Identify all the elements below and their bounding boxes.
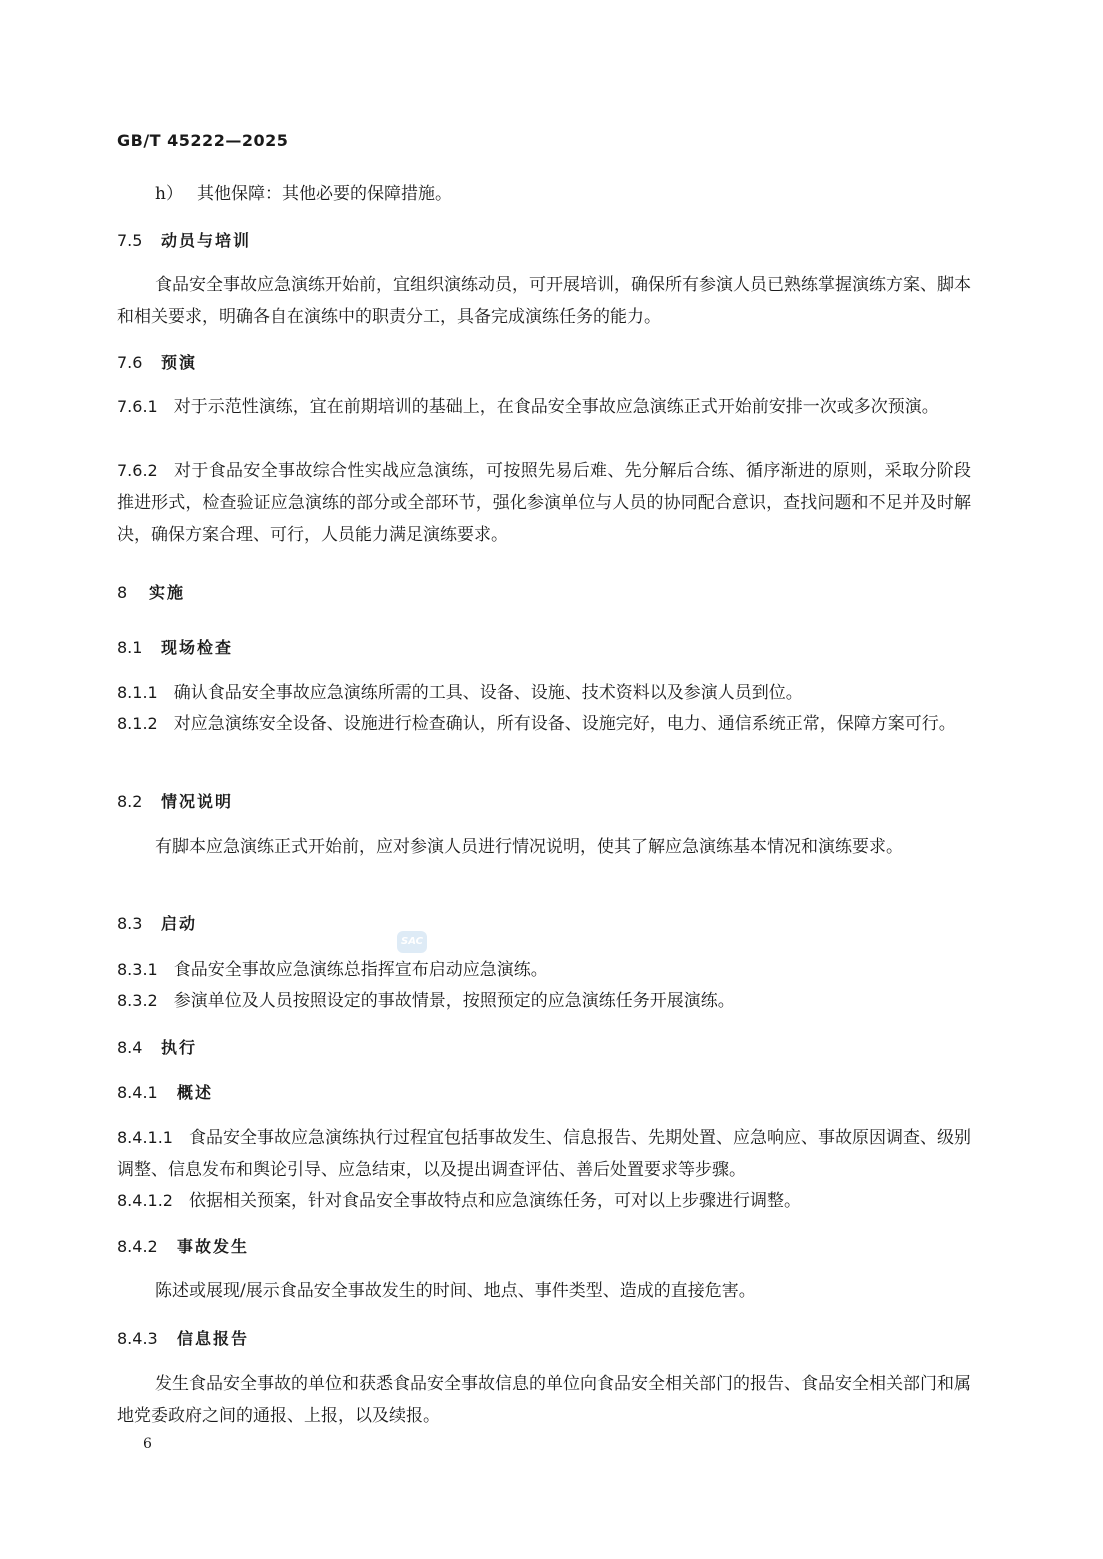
section-number: 7.6: [117, 353, 143, 372]
section-number: 8.4.3: [117, 1329, 158, 1348]
section-heading-8-2: [117, 790, 971, 814]
clause-number: 7.6.2: [117, 461, 158, 480]
section-title: 执行: [161, 1038, 198, 1057]
section-heading-7-5: [117, 229, 971, 253]
clause-number: 7.6.1: [117, 397, 158, 416]
section-number: 8.4: [117, 1038, 143, 1057]
clause-number: 8.3.2: [117, 991, 158, 1010]
clause-text: 食品安全事故应急演练执行过程宜包括事故发生、信息报告、先期处置、应急响应、事故原因调查、级别调整、信息发布和舆论引导、应急结束，以及提出调查评估、善后处置要求等步骤。: [117, 1128, 971, 1180]
clause-8-1-2: [117, 708, 971, 740]
section-number: 8.4.2: [117, 1237, 158, 1256]
section-title: 情况说明: [161, 792, 234, 811]
clause-number: 8.3.1: [117, 960, 158, 979]
section-number: 8.2: [117, 792, 143, 811]
section-heading-8-4-2: [117, 1235, 971, 1259]
clause-7-6-1: [117, 391, 971, 423]
paragraph-8-4-3: 发生食品安全事故的单位和获悉食品安全事故信息的单位向食品安全相关部门的报告、食品安全相关部门和属地党委政府之间的通报、上报，以及续报。: [117, 1374, 971, 1426]
clause-8-4-1-2: [117, 1185, 971, 1217]
clause-text: 对于示范性演练，宜在前期培训的基础上，在食品安全事故应急演练正式开始前安排一次或多次预演。: [173, 397, 939, 417]
clause-number: 8.1.1: [117, 683, 158, 702]
section-title: 动员与培训: [161, 231, 252, 250]
section-heading-8-3: [117, 912, 971, 936]
clause-text: 对应急演练安全设备、设施进行检查确认，所有设备、设施完好，电力、通信系统正常，保障方案可行。: [173, 714, 956, 734]
section-number: 8: [117, 583, 128, 602]
standard-number: GB/T 45222—2025: [117, 131, 289, 150]
section-number: 7.5: [117, 231, 143, 250]
section-title: 事故发生: [177, 1237, 250, 1256]
section-number: 8.1: [117, 638, 143, 657]
clause-7-6-2: [117, 455, 971, 551]
section-heading-8: [117, 581, 971, 605]
section-heading-8-1: [117, 636, 971, 660]
list-item-h: [117, 178, 971, 210]
section-heading-8-4-1: [117, 1081, 971, 1105]
section-title: 现场检查: [161, 638, 234, 657]
clause-text: 对于食品安全事故综合性实战应急演练，可按照先易后难、先分解后合练、循序渐进的原则，采取分阶段推进形式，检查验证应急演练的部分或全部环节，强化参演单位与人员的协同配合意识，查找问题和不足并及时解决，确保方案合理、可行，人员能力满足演练要求。: [117, 461, 971, 545]
list-label: h）: [155, 184, 183, 204]
section-title: 概述: [177, 1083, 214, 1102]
clause-number: 8.4.1.2: [117, 1191, 173, 1210]
section-heading-8-4: [117, 1036, 971, 1060]
clause-8-1-1: [117, 677, 971, 709]
section-title: 预演: [161, 353, 198, 372]
clause-8-3-1: [117, 954, 971, 986]
clause-text: 食品安全事故应急演练总指挥宣布启动应急演练。: [173, 960, 548, 980]
section-title: 实施: [149, 583, 186, 602]
section-number: 8.3: [117, 914, 143, 933]
clause-8-3-2: [117, 985, 971, 1017]
section-title: 启动: [161, 914, 198, 933]
paragraph-8-4-2: 陈述或展现/展示食品安全事故发生的时间、地点、事件类型、造成的直接危害。: [155, 1281, 756, 1301]
list-text: 其他保障：其他必要的保障措施。: [196, 184, 452, 204]
page-number: 6: [143, 1436, 152, 1452]
section-heading-8-4-3: [117, 1327, 971, 1351]
section-title: 信息报告: [177, 1329, 250, 1348]
clause-text: 依据相关预案，针对食品安全事故特点和应急演练任务，可对以上步骤进行调整。: [188, 1191, 801, 1211]
clause-text: 确认食品安全事故应急演练所需的工具、设备、设施、技术资料以及参演人员到位。: [173, 683, 803, 703]
clause-number: 8.1.2: [117, 714, 158, 733]
clause-text: 参演单位及人员按照设定的事故情景，按照预定的应急演练任务开展演练。: [173, 991, 735, 1011]
section-number: 8.4.1: [117, 1083, 158, 1102]
clause-8-4-1-1: [117, 1122, 971, 1186]
sac-watermark-logo: SAC: [397, 931, 427, 953]
clause-number: 8.4.1.1: [117, 1128, 173, 1147]
paragraph-8-2: 有脚本应急演练正式开始前，应对参演人员进行情况说明，使其了解应急演练基本情况和演练要求。: [155, 837, 903, 857]
paragraph-7-5: 食品安全事故应急演练开始前，宜组织演练动员，可开展培训，确保所有参演人员已熟练掌握演练方案、脚本和相关要求，明确各自在演练中的职责分工，具备完成演练任务的能力。: [117, 275, 971, 327]
section-heading-7-6: [117, 351, 971, 375]
